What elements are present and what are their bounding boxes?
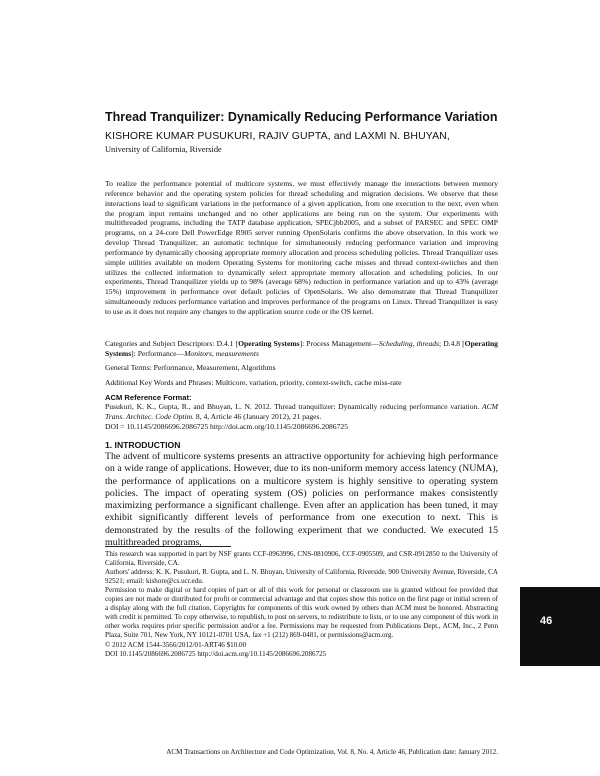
categories-scheduling: Scheduling, threads — [378, 339, 440, 348]
reference-heading: ACM Reference Format: — [105, 393, 192, 402]
section-heading-introduction: 1. INTRODUCTION — [105, 440, 181, 450]
footnote-copyright: © 2012 ACM 1544-3566/2012/01-ART46 $10.00 — [105, 640, 247, 649]
keywords: Additional Key Words and Phrases: Multicore, variation, priority, context-switch, cache miss-rate — [105, 378, 402, 387]
reference-text-lead: Pusukuri, K. K., Gupta, R., and Bhuyan, L. N. 2012. Thread tranquilizer: Dynamically reducing performance variation. — [105, 402, 482, 411]
categories-mid-2: ; D.4.8 [ — [439, 339, 465, 348]
affiliation: University of California, Riverside — [105, 145, 222, 154]
footnote-doi: DOI 10.1145/2086696.2086725 http://doi.acm.org/10.1145/2086696.2086725 — [105, 649, 327, 658]
abstract: To realize the performance potential of multicore systems, we must effectively manage the interactions between memory reference behavior and the operating system policies for thread scheduling and migration decisions. We observe that these interactions lead to significant variations in the performance of a given application, from one execution to the next, even when the program input remains unchanged and no other applications are being run on the system. Our experiments with multithreaded programs, including the TATP database application, SPECjbb2005, and a subset of PARSEC and SPEC OMP programs, on a 24-core Dell PowerEdge R905 server running OpenSolaris confirms the above observation. In this work we develop Thread Tranquilizer, an automatic technique for simultaneously reducing performance variation and improving performance by dynamically choosing appropriate memory allocation and process scheduling policies. Thread Tranquilizer uses simple utilities available on modern Operating Systems for monitoring cache misses and thread context-switches and then utilizes the collected information to dynamically select appropriate memory allocation and scheduling policies. In our experiments, Thread Tranquilizer yields up to 98% (average 68%) reduction in performance variation and up to 43% (average 15%) improvement in performance over default policies of OpenSolaris. We also demonstrate that Thread Tranquilizer simultaneously reduces performance variation and improves performance of the programs on Linux. Thread Tranquilizer is easy to use as it does not require any changes to the application source code or the OS kernel. — [105, 179, 498, 316]
reference-journal: ACM Trans. Architec. Code Optim. — [105, 402, 498, 421]
reference-format — [105, 402, 498, 432]
general-terms: General Terms: Performance, Measurement, Algorithms — [105, 363, 276, 372]
journal-footer: ACM Transactions on Architecture and Code Optimization, Vol. 8, No. 4, Article 46, Publication date: January 2012. — [166, 748, 498, 756]
footnote-support: This research was supported in part by NSF grants CCF-0963996, CNS-0810906, CCF-0905509, and CSR-0912850 to the University of California, Riverside, CA. — [105, 550, 498, 568]
article-number-tab — [520, 587, 600, 666]
footnote-permissions — [105, 586, 498, 659]
footnote-address: Authors' address: K. K. Pusukuri, R. Gupta, and L. N. Bhuyan, University of California, Riverside, 900 University Avenue, Riverside, CA 92521; email: kishore@cs.ucr.edu. — [105, 568, 498, 586]
footnote-permission-text: Permission to make digital or hard copies of part or all of this work for personal or classroom use is granted without fee provided that copies are not made or distributed for profit or commercial advantage and that copies show this notice on the first page or initial screen of a display along with the full citation. Copyrights for components of this work owned by others than ACM must be honored. Abstracting with credit is permitted. To copy otherwise, to republish, to post on servers, to redistribute to lists, or to use any component of this work in other works requires prior specific permission and/or a fee. Permissions may be requested from Publications Dept., ACM, Inc., 2 Penn Plaza, Suite 701, New York, NY 10121-0701 USA, fax +1 (212) 869-0481, or permissions@acm.org. — [105, 586, 498, 640]
categories-mid-3: ]: Performance— — [131, 348, 185, 358]
categories-os-1: Operating Systems — [238, 339, 300, 348]
reference-doi: DOI = 10.1145/2086696.2086725 http://doi.acm.org/10.1145/2086696.2086725 — [105, 421, 348, 431]
categories-mid-1: ]: Process Management— — [299, 339, 379, 348]
introduction-paragraph: The advent of multicore systems presents an attractive opportunity for achieving high performance on a wide range of applications. However, due to its non-uniform memory access latency (NUMA), the performance of applications on a multicore system is highly sensitive to operating system policies. The impact of operating system (OS) policies on performance makes consistently maximizing performance a significant challenge. Even after an application has been tuned, it may exhibit significantly different levels of performance from one execution to next. This is demonstrated by the results of the following experiment that we conducted. We executed 15 multithreaded programs, — [105, 451, 498, 549]
categories-descriptors — [105, 339, 498, 359]
categories-os-2: Operating Systems — [105, 339, 498, 358]
footnote-divider — [105, 546, 231, 547]
categories-lead: Categories and Subject Descriptors: D.4.1 [ — [105, 339, 239, 348]
reference-text-tail: 8, 4, Article 46 (January 2012), 21 pages. — [194, 411, 322, 421]
paper-title: Thread Tranquilizer: Dynamically Reducing Performance Variation — [105, 110, 498, 124]
article-number: 46 — [540, 615, 553, 627]
categories-monitors: Monitors, measurements — [184, 348, 259, 358]
author-list: KISHORE KUMAR PUSUKURI, RAJIV GUPTA, and LAXMI N. BHUYAN, — [105, 130, 450, 142]
